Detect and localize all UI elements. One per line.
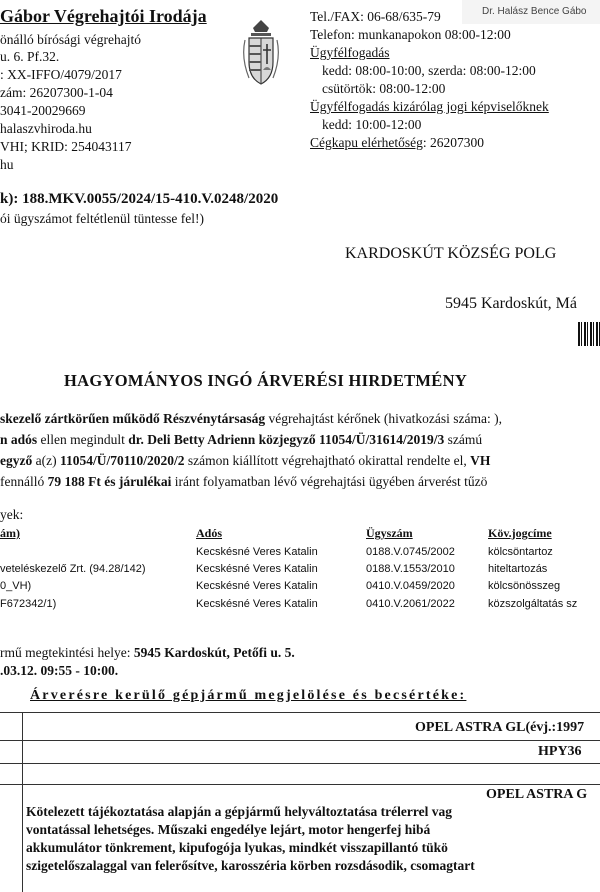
signature-stamp: Dr. Halász Bence Gábo bbox=[462, 0, 600, 24]
cegkapu-label: Cégkapu elérhetőség bbox=[310, 135, 423, 150]
case-note: ói ügyszámot feltétlenül tüntesse fel!) bbox=[0, 211, 204, 226]
description-line: Kötelezett tájékoztatása alapján a gépjármű helyváltoztatása trélerrel vag bbox=[26, 804, 453, 819]
office-line: zám: 26207300-1-04 bbox=[0, 85, 113, 100]
intro-text: számú bbox=[444, 432, 483, 447]
cell-debtor: Kecskésné Veres Katalin bbox=[196, 598, 318, 610]
viewing-datetime: .03.12. 09:55 - 10:00. bbox=[0, 663, 119, 678]
cegkapu-value: : 26207300 bbox=[422, 135, 484, 150]
table-border bbox=[0, 763, 600, 764]
description-line: akkumulátor tönkrement, kipufogója lyukas, mindkét visszapillantó tükö bbox=[26, 840, 448, 855]
table-row bbox=[0, 580, 600, 596]
table-row bbox=[0, 598, 600, 614]
client-reception-label: Ügyfélfogadás bbox=[310, 45, 390, 60]
intro-line-4 bbox=[0, 473, 487, 490]
viewing-place bbox=[0, 644, 295, 661]
intro-text: fennálló bbox=[0, 474, 48, 489]
debtor-label: n adós bbox=[0, 432, 38, 447]
viewing-address: 5945 Kardoskút, Petőfi u. 5. bbox=[133, 645, 295, 660]
vehicle-plate: HPY36 bbox=[538, 744, 582, 759]
client-hours: csütörtök: 08:00-12:00 bbox=[322, 81, 446, 96]
recipient-name: KARDOSKÚT KÖZSÉG POLG bbox=[345, 245, 557, 262]
cell-creditor: F672342/1) bbox=[0, 598, 57, 610]
vehicle-model-year: OPEL ASTRA GL(évj.:1997 bbox=[415, 720, 585, 735]
vehicle-model: OPEL ASTRA G bbox=[486, 787, 588, 802]
office-line: halaszvhiroda.hu bbox=[0, 121, 92, 136]
cell-claim: kölcsöntartoz bbox=[488, 546, 553, 558]
table-header-case: Ügyszám bbox=[366, 526, 413, 540]
intro-text: végrehajtást kérőnek (hivatkozási száma: ), bbox=[265, 411, 503, 426]
phone-fax: Tel./FAX: 06-68/635-79 bbox=[310, 9, 441, 24]
table-row bbox=[0, 563, 600, 579]
office-name: Gábor Végrehajtói Irodája bbox=[0, 6, 207, 26]
intro-text: a(z) bbox=[32, 453, 60, 468]
vh-ref: VH bbox=[470, 453, 491, 468]
joined-label: yek: bbox=[0, 507, 24, 522]
cell-case: 0188.V.0745/2002 bbox=[366, 546, 455, 558]
office-line: 3041-20029669 bbox=[0, 103, 86, 118]
table-row bbox=[0, 546, 600, 562]
cell-claim: közszolgáltatás sz bbox=[488, 598, 578, 610]
cell-claim: hiteltartozás bbox=[488, 563, 548, 575]
claim-amount: 79 188 Ft és járulékai bbox=[47, 474, 172, 489]
phone-hours: Telefon: munkanapokon 08:00-12:00 bbox=[310, 27, 511, 42]
table-border bbox=[0, 712, 600, 713]
intro-line-3 bbox=[0, 452, 490, 469]
table-border bbox=[0, 784, 600, 785]
vehicle-description bbox=[26, 803, 600, 875]
legal-reception-label: Ügyfélfogadás kizárólag jogi képviselőknek bbox=[310, 99, 549, 114]
barcode bbox=[578, 322, 600, 346]
table-header-claim: Köv.jogcíme bbox=[488, 526, 552, 540]
office-line: önálló bírósági végrehajtó bbox=[0, 32, 141, 47]
cell-creditor: 0_VH) bbox=[0, 580, 32, 592]
intro-text: iránt folyamatban lévő végrehajtási ügyében árverést tűzö bbox=[171, 474, 488, 489]
viewing-label: rmű megtekintési helye: bbox=[0, 645, 134, 660]
notary-ref: dr. Deli Betty Adrienn közjegyző 11054/Ü/31614/2019/3 bbox=[128, 432, 445, 447]
office-line: VHI; KRID: 254043117 bbox=[0, 139, 132, 154]
notary-label: egyző bbox=[0, 453, 33, 468]
office-line: u. 6. Pf.32. bbox=[0, 49, 60, 64]
table-border bbox=[22, 713, 23, 892]
document-ref: 11054/Ü/70110/2020/2 bbox=[59, 453, 185, 468]
case-number: k): 188.MKV.0055/2024/15-410.V.0248/2020 bbox=[0, 191, 279, 207]
cegkapu bbox=[310, 134, 484, 151]
intro-line-2 bbox=[0, 431, 482, 448]
office-line: : XX-IFFO/4079/2017 bbox=[0, 67, 122, 82]
cell-creditor: veteléskezelő Zrt. (94.28/142) bbox=[0, 563, 146, 575]
coat-of-arms-icon bbox=[241, 18, 281, 92]
cell-case: 0188.V.1553/2010 bbox=[366, 563, 455, 575]
cell-debtor: Kecskésné Veres Katalin bbox=[196, 563, 318, 575]
page-title: HAGYOMÁNYOS INGÓ ÁRVERÉSI HIRDETMÉNY bbox=[64, 371, 468, 390]
intro-text: számon kiállított végrehajtható okirattal rendelte el, bbox=[184, 453, 471, 468]
legal-hours: kedd: 10:00-12:00 bbox=[322, 117, 422, 132]
description-line: szigetelőszalaggal van felerősítve, karosszéria körben rozsdásodik, csomagtart bbox=[26, 858, 475, 873]
creditor-name: skezelő zártkörűen működő Részvénytársaság bbox=[0, 411, 266, 426]
cell-case: 0410.V.0459/2020 bbox=[366, 580, 455, 592]
table-header-debtor: Adós bbox=[196, 526, 223, 540]
cell-debtor: Kecskésné Veres Katalin bbox=[196, 580, 318, 592]
cell-case: 0410.V.2061/2022 bbox=[366, 598, 455, 610]
intro-text: ellen megindult bbox=[37, 432, 129, 447]
office-line: hu bbox=[0, 157, 14, 172]
section-title: Árverésre kerülő gépjármű megjelölése és becsértéke: bbox=[30, 688, 467, 703]
client-hours: kedd: 08:00-10:00, szerda: 08:00-12:00 bbox=[322, 63, 536, 78]
intro-line-1 bbox=[0, 410, 502, 427]
recipient-address: 5945 Kardoskút, Má bbox=[445, 295, 577, 312]
cell-claim: kölcsönösszeg bbox=[488, 580, 561, 592]
table-border bbox=[0, 740, 600, 741]
description-line: vontatással lehetséges. Műszaki engedélye lejárt, motor hengerfej hibá bbox=[26, 822, 431, 837]
table-header-creditor: ám) bbox=[0, 526, 20, 540]
cell-debtor: Kecskésné Veres Katalin bbox=[196, 546, 318, 558]
